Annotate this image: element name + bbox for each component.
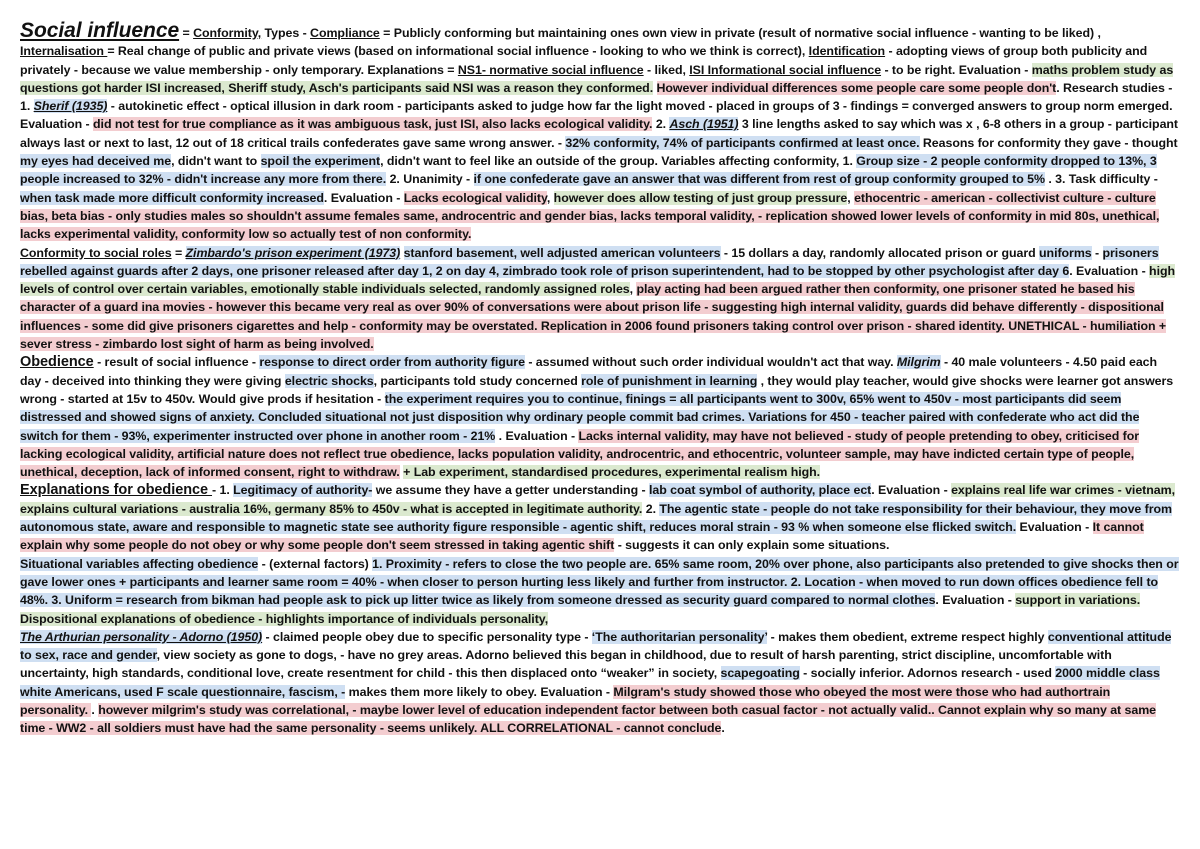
text-segment: - 15 dollars a day, randomly allocated prison or guard — [720, 245, 1040, 260]
text-segment: . 3. Task difficulty - — [1044, 172, 1158, 187]
text-segment: Conformity to social roles — [20, 245, 172, 260]
text-segment: - makes them obedient, extreme respect highly — [767, 629, 1048, 644]
text-segment: The agentic state - people do not take responsibility for their behaviour, they move from autonomous state, aware and responsible to magnetic state see authority figure responsible - agentic shift, reduces moral strain - 93 % when someone else flicked switch. — [20, 501, 1172, 535]
text-segment: Obedience — [20, 354, 94, 371]
text-segment: Legitimacy of authority- — [233, 483, 373, 498]
text-segment: maths problem study as questions got harder ISI increased, Sheriff study, Asch's participants said NSI was a reason they conformed. — [20, 62, 1174, 95]
text-segment: play acting had been argued rather then conformity, one prisoner stated he based his character of a guard ina movies - however this became very real as over 90% of conversations were about prison life - suggesting high internal validity, guards did behave differently - dispositional influences - some did give prisoners cigarettes and help - conformity may be overstated. Replication in 2006 found prisoners taking control over prison - shared identity. UNETHICAL - humiliation + sever stress - zimbardo lost sight of harm as being involved. — [20, 282, 1167, 352]
text-segment: stanford basement, well adjusted american volunteers — [403, 245, 721, 260]
text-segment: . Evaluation - — [871, 483, 952, 498]
text-segment: Internalisation — [20, 44, 108, 59]
text-segment: Social influence — [20, 19, 180, 42]
text-segment: 2. — [652, 117, 670, 132]
text-segment: = Real change of public and private views (based on informational social influence - looking to who we think is correct), — [107, 44, 809, 59]
text-segment: = Publicly conforming but maintaining ones own view in private (result of normative social influence - wanting to be liked) , — [379, 26, 1101, 40]
text-segment: we assume they have a getter understanding - — [372, 483, 649, 498]
text-segment: - 1. — [212, 483, 234, 498]
text-segment: , view society as gone to dogs, - have no grey areas. Adorno believed this began in childhood, due to result of harsh parenting, strict discipline, uncomfortable with uncertainty, high standards, conditional love, create resentment for child - this then displaced onto “weaker” in society, — [20, 648, 1112, 681]
text-segment: high levels of control over certain variables, emotionally stable individuals selected, randomly assigned roles — [20, 263, 1175, 297]
text-segment: , — [629, 282, 637, 297]
text-segment: ‘The authoritarian personality’ — [591, 629, 768, 644]
text-segment: , didn't want to feel like an outside of the group. Variables affecting conformity, 1. — [380, 154, 857, 169]
text-segment: . — [91, 702, 99, 717]
text-segment: explains real life war crimes - vietnam, explains cultural variations - australia 16%, germany 85% to 450v - what is accepted in legitimate authority. — [20, 483, 1175, 516]
text-segment: Evaluation - — [1016, 520, 1093, 535]
text-segment: Explanations for obedience — [20, 482, 213, 499]
text-segment: 1. Proximity - refers to close the two people are. 65% same room, 20% over phone, also participants also pretended to give shocks then or gave lower ones + participants and learner same room = 40% - when closer to person hurting less likely and further from instructor. 2. Location - when moved to run down offices obedience fell to 48%. 3. Uniform = research from bikman had people ask to pick up litter twice as likely from someone dressed as security guard compared to normal clothes — [20, 556, 1179, 608]
text-segment: Lacks internal validity, may have not believed - study of people pretending to obey, criticised for lacking ecological validity, artificial nature does not reflect true obedience, lacks population validity, androcentric, and ethocentric, volunteer sample, may have indicted certain type of people, unethical, deception, lack of informed consent, right to withdraw. — [20, 428, 1140, 480]
text-segment: . Research studies - 1. — [20, 80, 1173, 114]
text-segment: 2. Unanimity - — [386, 172, 474, 187]
text-segment: the experiment requires you to continue, finings = all participants went to 300v, 65% went to 450v - most participants did seem distressed and showed signs of anxiety. Concluded situational not just disposition why ordinary people commit bad crimes. Variations for 450 - teacher paired with confederate who act did the switch for them - 93%, experimenter instructed over phone in another room - 21% — [20, 391, 1140, 443]
paragraph-obedience — [20, 353, 1180, 481]
text-segment: Identification — [808, 44, 886, 59]
text-segment: . Evaluation - — [935, 593, 1016, 608]
text-segment: . Evaluation - — [1069, 263, 1150, 278]
text-segment: - claimed people obey due to specific personality type - — [262, 629, 592, 644]
text-segment: if one confederate gave an answer that was different from rest of group conformity grouped to 5% — [473, 172, 1045, 187]
text-segment: - 40 male volunteers - 4.50 paid each day - deceived into thinking they were giving — [20, 355, 1158, 388]
text-segment: , participants told study concerned — [373, 373, 582, 388]
text-segment: lab coat symbol of authority, place ect — [648, 483, 872, 498]
text-segment: Sherif (1935) — [33, 99, 108, 114]
text-segment: Milgram's study showed those who obeyed the most were those who had authortrain personality. — [20, 684, 1111, 717]
text-segment: . Evaluation - — [323, 190, 404, 205]
paragraph-explanations — [20, 481, 1180, 554]
text-segment: However individual differences some people care some people don't — [656, 80, 1057, 95]
text-segment: . — [721, 721, 725, 736]
text-segment: however does allow testing of just group pressure — [553, 190, 848, 205]
text-segment: Zimbardo's prison experiment (1973) — [185, 245, 401, 260]
text-segment: prisoners rebelled against guards after 2 days, one prisoner released after day 1, 2 on day 4, zimbrado took role of prison superintendent, had to be stopped by other psychologist after day 6 — [20, 245, 1159, 278]
text-segment: makes them more likely to obey. Evaluation - — [345, 684, 614, 699]
text-segment: - — [1091, 245, 1103, 260]
text-segment: role of punishment in learning — [581, 373, 758, 388]
text-segment: - suggests it can only explain some situations. — [614, 538, 890, 553]
text-segment: , — [847, 190, 855, 205]
text-segment: Milgrim — [896, 355, 941, 370]
paragraph-adorno — [20, 628, 1180, 738]
text-segment: spoil the experiment — [260, 154, 381, 169]
text-segment: my eyes had deceived me — [20, 154, 172, 169]
text-segment: Lacks ecological validity — [403, 190, 547, 205]
text-segment: scapegoating — [720, 666, 800, 681]
text-segment: conventional attitude to sex, race and gender — [20, 629, 1172, 663]
text-segment: Types - — [261, 26, 311, 40]
text-segment: Group size - 2 people conformity dropped to 13%, 3 people increased to 32% - didn't increase any more from there. — [20, 154, 1157, 187]
text-segment: It cannot explain why some people do not obey or why some people don't seem stressed in taking agentic shift — [20, 520, 1144, 553]
text-segment: - to be right. Evaluation - — [881, 62, 1032, 77]
text-segment: Reasons for conformity they gave - thought — [919, 135, 1178, 150]
paragraph-situational — [20, 555, 1180, 628]
text-segment: 2000 middle class white Americans, used F scale questionnaire, fascism, - — [20, 666, 1160, 699]
text-segment: = — [179, 26, 194, 40]
text-segment: Compliance — [310, 26, 380, 40]
text-segment: The Arthurian personality - Adorno (1950) — [20, 629, 263, 644]
text-segment: . Evaluation - — [495, 428, 579, 443]
text-segment: - liked, — [643, 62, 690, 77]
text-segment: - adopting views of group both publicity and privately - because we value membership - only temporary. Explanations = — [20, 44, 1148, 77]
text-segment: however milgrim's study was correlational, - maybe lower level of education independent factor between both casual factor - not actually valid.. Cannot explain why so many at same time - WW2 - all soldiers must have had the same personality - seems unlikely. ALL CORRELATIONAL - cannot conclude — [20, 702, 1157, 736]
paragraph-social-roles — [20, 244, 1180, 354]
text-segment: 3 line lengths asked to say which was x , 6-8 others in a group - participant always last or next to last, 12 out of 18 critical trails confederates gave same wrong answer. - — [20, 117, 1179, 150]
text-segment: - autokinetic effect - optical illusion in dark room - participants asked to judge how far the light moved - placed in groups of 3 - findings = converged answers to group norm emerged. Evaluation - — [20, 99, 1173, 132]
paragraph-conformity — [20, 19, 1180, 244]
text-segment: - result of social influence - — [93, 355, 260, 370]
text-segment: electric shocks — [284, 373, 374, 388]
text-segment: - (external factors) — [258, 556, 373, 571]
text-segment: - socially inferior. Adornos research - used — [799, 666, 1056, 681]
text-segment: when task made more difficult conformity increased — [20, 190, 324, 205]
text-segment: 32% conformity, 74% of participants confirmed at least once. — [565, 135, 920, 150]
text-segment: response to direct order from authority figure — [259, 355, 525, 370]
text-segment: Conformity, — [193, 26, 262, 40]
text-segment: NS1- normative social influence — [457, 62, 644, 77]
text-segment — [653, 81, 656, 95]
text-segment: support in variations. Dispositional explanations of obedience - highlights importance of individuals personality, — [20, 593, 1141, 626]
text-segment: , they would play teacher, would give shocks were learner got answers wrong - started at 15v to 450v. Would give prods if hesitation - — [20, 373, 1174, 406]
text-segment: , didn't want to — [171, 154, 261, 169]
text-segment: did not test for true compliance as it was ambiguous task, just ISI, also lacks ecological validity. — [93, 117, 653, 132]
text-segment: + Lab experiment, standardised procedures, experimental realism high. — [403, 465, 821, 480]
text-segment: 2. — [642, 501, 660, 516]
text-segment: , — [546, 190, 554, 205]
text-segment: ethocentric - american - collectivist culture - culture bias, beta bias - only studies males so shouldn't assume females same, androcentric and gender bias, lacks temporal validity, - replication showed lower levels of conformity in mid 80s, unethical, lacks experimental validity, conformity low so actually test of non conformity. — [20, 190, 1160, 242]
text-segment: Asch (1951) — [669, 117, 739, 132]
text-segment: - assumed without such order individual wouldn't act that way. — [524, 355, 897, 370]
text-segment: ISI Informational social influence — [689, 62, 882, 77]
text-segment: Situational variables affecting obedience — [20, 556, 259, 571]
notes-document — [20, 19, 1180, 738]
text-segment: = — [171, 245, 186, 260]
text-segment: uniforms — [1039, 245, 1092, 260]
